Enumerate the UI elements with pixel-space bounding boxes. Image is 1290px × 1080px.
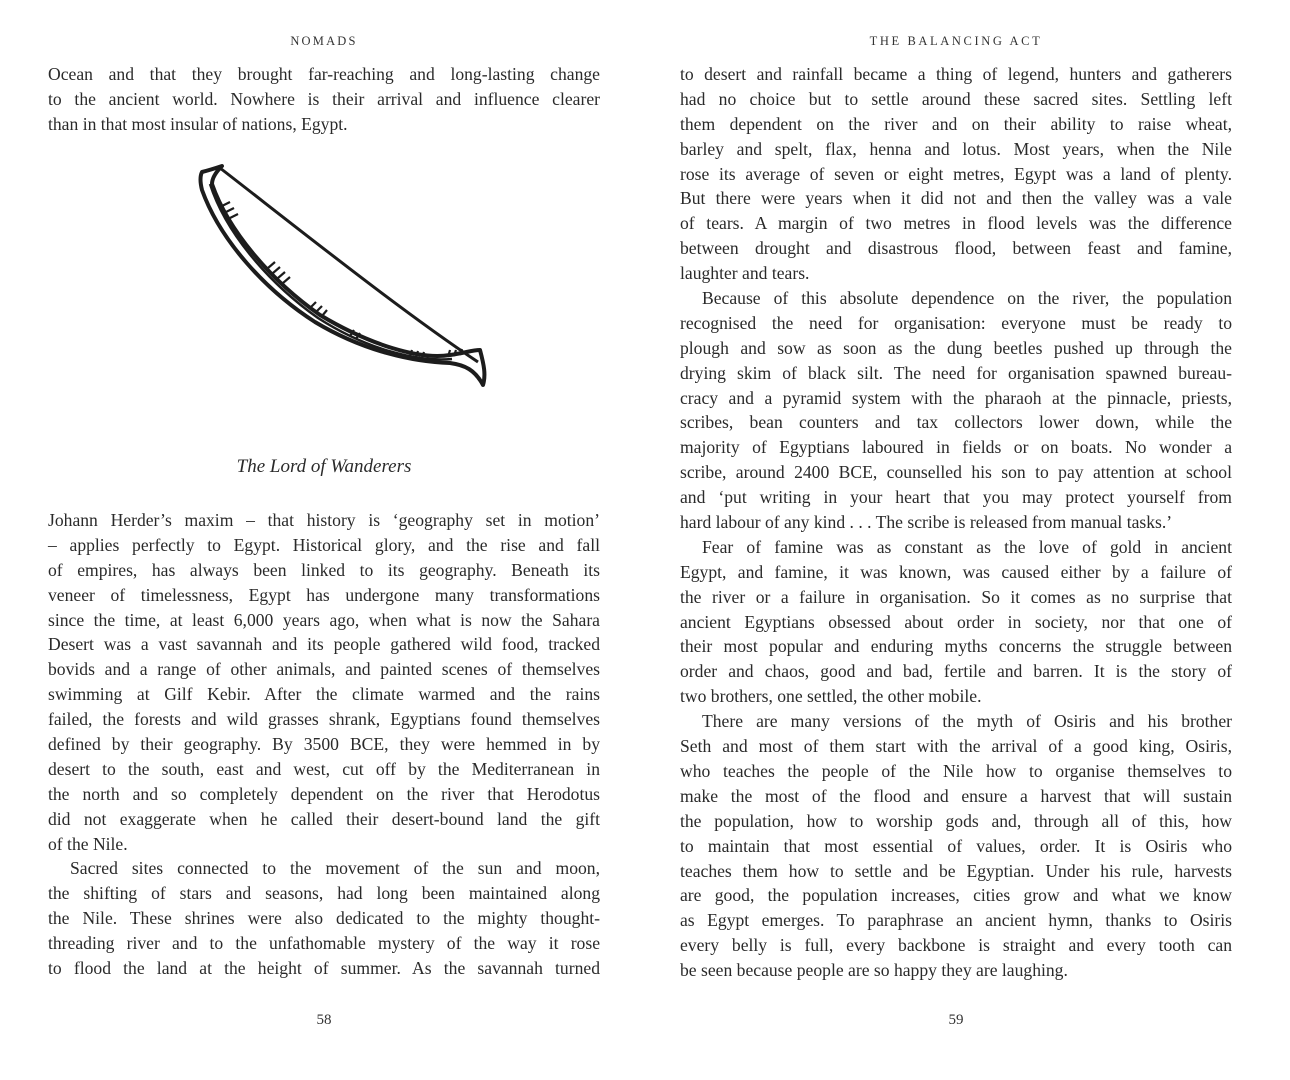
text-line: the river or a failure in organisation. So it comes as no surprise that [680,586,1232,607]
text-line: the shifting of stars and seasons, had long been maintained along [48,883,600,904]
text-line: recognised the need for organisation: everyone must be ready to [680,312,1232,333]
text-line: their most popular and enduring myths concerns the struggle between [680,636,1232,657]
text-line: to maintain that most essential of values, order. It is Osiris who [680,835,1232,856]
section-title: The Lord of Wanderers [236,456,412,477]
text-line: since the time, at least 6,000 years ago, when what is now the Sahara [48,609,600,630]
running-head-right: THE BALANCING ACT [869,34,1043,48]
left-paragraph-1 [48,508,600,981]
text-line: did not exaggerate when he called their desert-bound land the gift [48,808,600,829]
text-line: Fear of famine was as constant as the love of gold in ancient [702,536,1232,557]
text-line: swimming at Gilf Kebir. After the climate warmed and the rains [48,684,600,705]
text-line: hard labour of any kind . . . The scribe is released from manual tasks.’ [680,512,1173,533]
text-line: But there were years when it did not and then the valley was a vale [680,188,1232,209]
text-line: the Nile. These shrines were also dedicated to the mighty thought- [48,908,600,929]
text-line: – applies perfectly to Egypt. Historical glory, and the rise and fall [48,534,600,555]
text-line: them dependent on the river and on their ability to raise wheat, [680,113,1232,134]
text-line: veneer of timelessness, Egypt has undergone many transformations [48,584,600,605]
text-line: scribe, around 2400 BCE, counselled his son to pay attention at school [680,462,1232,483]
text-line: plough and sow as soon as the dung beetles pushed up through the [680,337,1232,358]
page-number-left: 58 [316,1012,332,1028]
right-text-column [680,62,1232,983]
text-line: majority of Egyptians laboured in fields or on boats. No wonder a [680,437,1232,458]
text-line: had no choice but to settle around these sacred sites. Settling left [680,88,1232,109]
text-line: cracy and a pyramid system with the pharaoh at the pinnacle, priests, [680,387,1232,408]
text-line: ancient Egyptians obsessed about order in society, nor that one of [680,611,1232,632]
text-line: desert to the south, east and west, cut off by the Mediterranean in [48,758,600,779]
right-page [645,0,1290,1080]
text-line: There are many versions of the myth of Osiris and his brother [702,711,1232,732]
text-line: order and chaos, good and bad, fertile and barren. It is the story of [680,661,1232,682]
text-line: than in that most insular of nations, Egypt. [48,113,348,134]
text-line: Because of this absolute dependence on the river, the population [702,288,1232,309]
text-line: are good, the population increases, cities grow and what we know [680,885,1232,906]
text-line: threading river and to the unfathomable mystery of the way it rose [48,933,600,954]
text-line: Seth and most of them start with the arrival of a good king, Osiris, [680,736,1232,757]
text-line: Desert was a vast savannah and its people gathered wild food, tracked [48,634,600,655]
text-line: and ‘put writing in your heart that you may protect yourself from [680,487,1232,508]
text-line: the population, how to worship gods and, through all of this, how [680,810,1232,831]
text-line: two brothers, one settled, the other mobile. [680,686,982,707]
text-line: to flood the land at the height of summer. As the savannah turned [48,958,600,979]
text-line: the north and so completely dependent on the river that Herodotus [48,783,600,804]
text-line: to the ancient world. Nowhere is their arrival and influence clearer [48,88,600,109]
bow-illustration-icon [150,150,510,400]
text-line: laughter and tears. [680,263,810,284]
text-line: rose its average of seven or eight metres, Egypt was a land of plenty. [680,163,1232,184]
text-line: teaches them how to settle and be Egyptian. Under his rule, harvests [680,860,1232,881]
text-line: Ocean and that they brought far-reaching and long-lasting change [48,64,600,84]
page-number-right: 59 [948,1012,964,1028]
text-line: as Egypt emerges. To paraphrase an ancient hymn, thanks to Osiris [680,910,1232,931]
text-line: make the most of the flood and ensure a harvest that will sustain [680,785,1232,806]
text-line: every belly is full, every backbone is straight and every tooth can [680,935,1232,956]
intro-paragraph [48,62,600,137]
text-line: drying skim of black silt. The need for organisation spawned bureau- [680,362,1232,383]
text-line: Johann Herder’s maxim – that history is ‘geography set in motion’ [48,510,600,530]
text-line: who teaches the people of the Nile how to organise themselves to [680,760,1232,781]
text-line: scribes, bean counters and tax collectors lower down, while the [680,412,1232,433]
text-line: to desert and rainfall became a thing of legend, hunters and gatherers [680,64,1232,84]
text-line: be seen because people are so happy they are laughing. [680,960,1068,981]
text-line: defined by their geography. By 3500 BCE, they were hemmed in by [48,734,600,755]
text-line: of the Nile. [48,833,128,854]
text-line: Egypt, and famine, it was known, was caused either by a failure of [680,561,1232,582]
text-line: between drought and disastrous flood, between feast and famine, [680,238,1232,259]
text-line: of empires, has always been linked to its geography. Beneath its [48,559,600,580]
running-head-left: NOMADS [290,34,358,48]
text-line: of tears. A margin of two metres in flood levels was the difference [680,213,1232,234]
text-line: Sacred sites connected to the movement of the sun and moon, [70,858,600,879]
text-line: bovids and a range of other animals, and painted scenes of themselves [48,659,600,680]
text-line: barley and spelt, flax, henna and lotus. Most years, when the Nile [680,138,1232,159]
text-line: failed, the forests and wild grasses shrank, Egyptians found themselves [48,709,600,730]
